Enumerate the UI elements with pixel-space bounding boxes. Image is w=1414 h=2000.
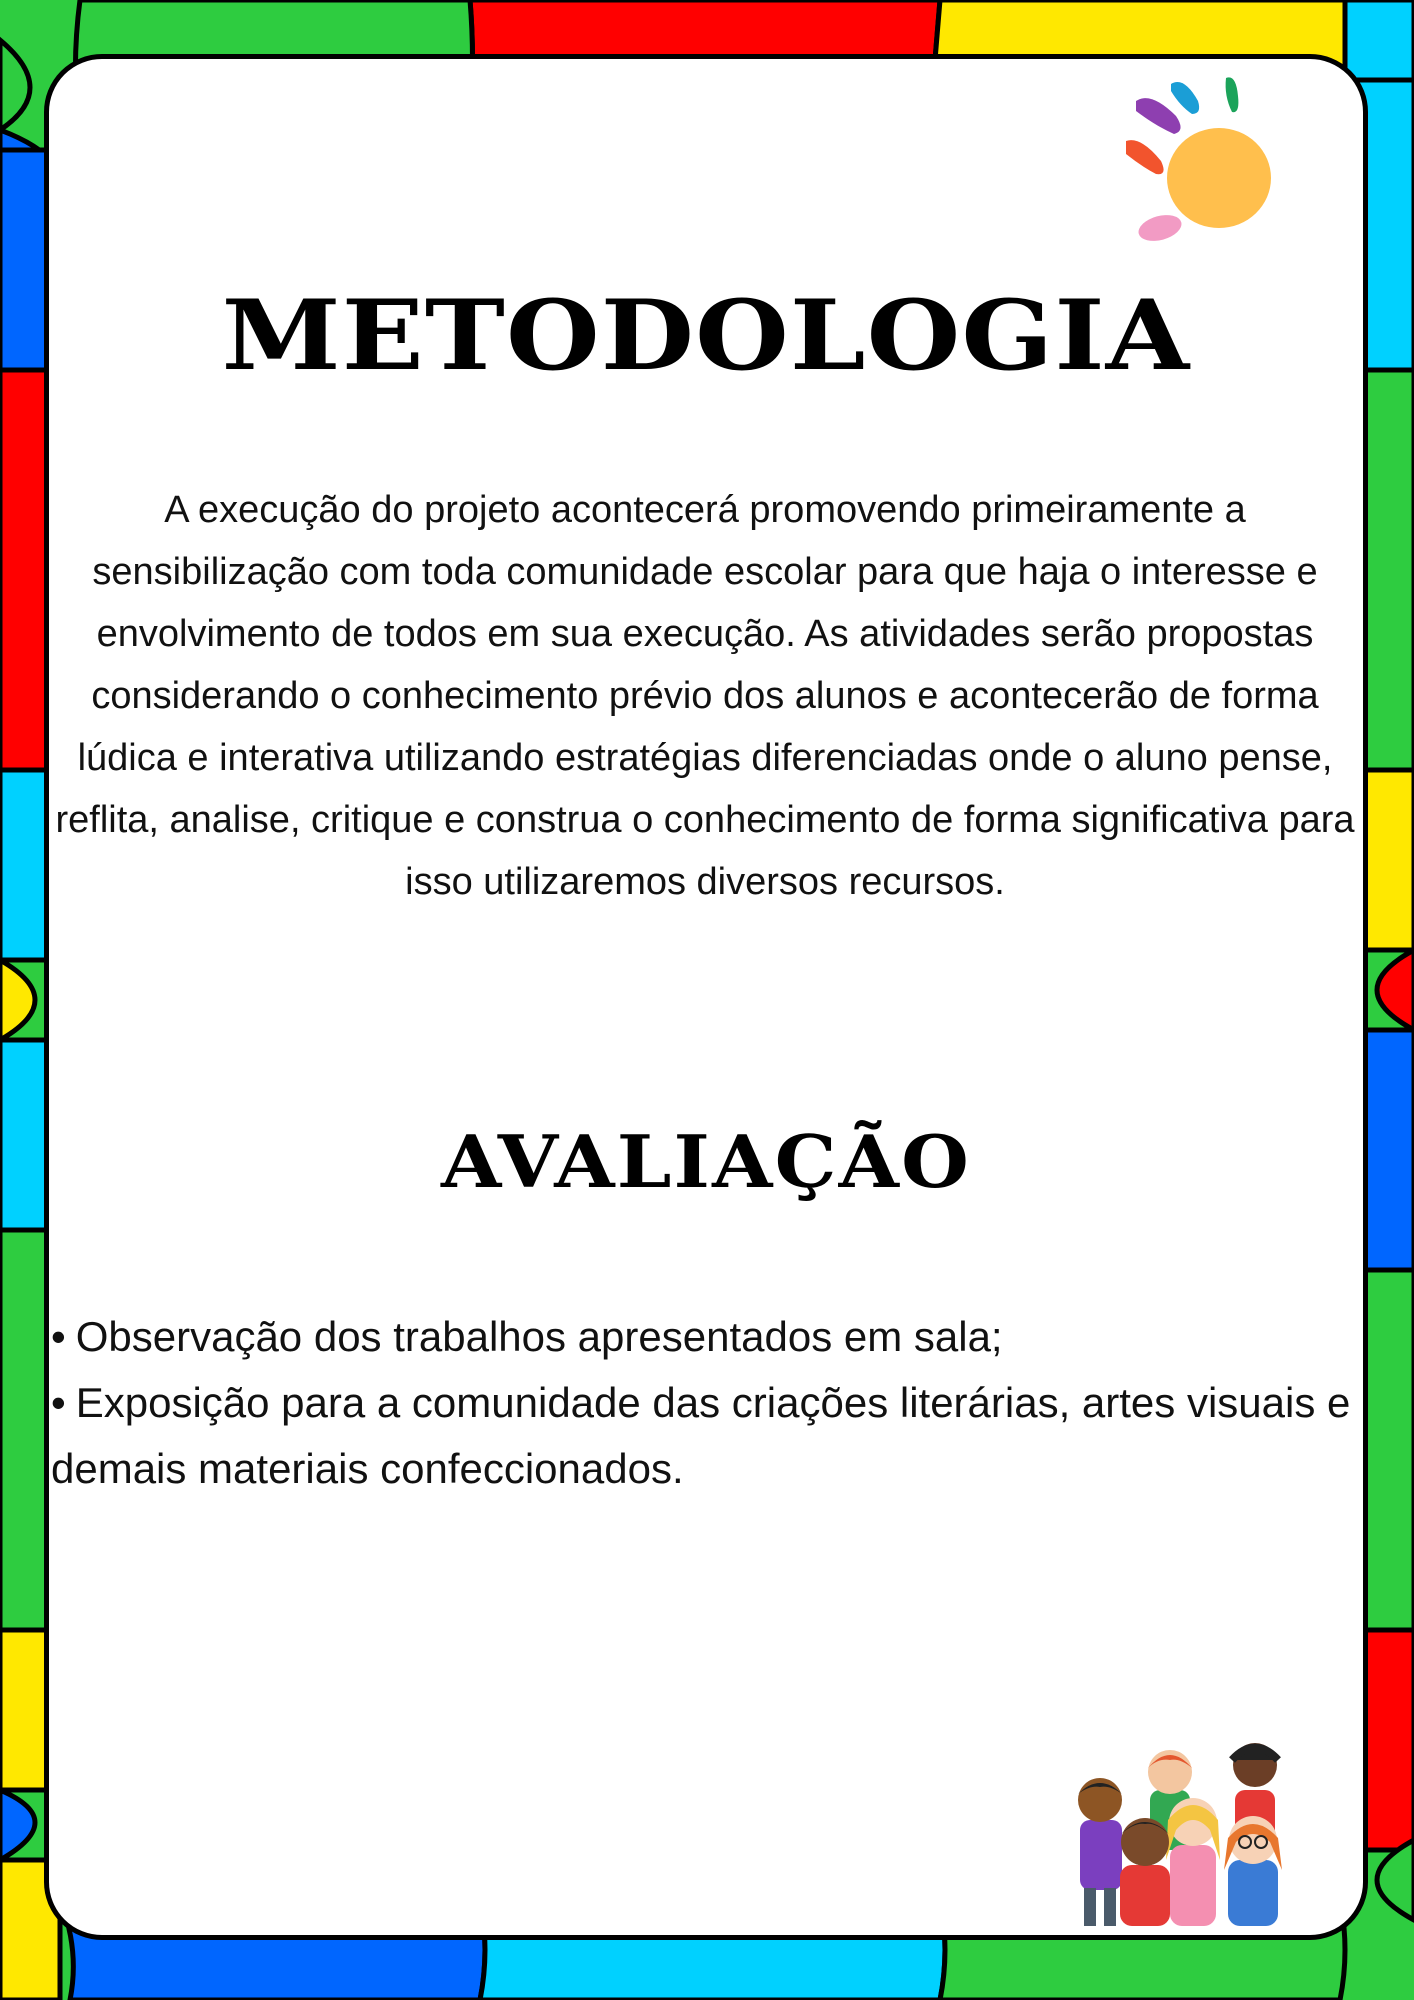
list-item-text: Observação dos trabalhos apresentados em sala; [75, 1313, 1003, 1360]
list-item [51, 1304, 1368, 1370]
avaliacao-title: AVALIAÇÃO [440, 1119, 972, 1204]
group-of-children-illustration [1060, 1730, 1310, 1926]
colorful-handprint-icon [1106, 66, 1286, 246]
metodologia-body: A execução do projeto acontecerá promovendo primeiramente a sensibilização com toda comunidade escolar para que haja o interesse e envolvimento de todos em sua execução. As atividades serão propostas considerando o conhecimento prévio dos alunos e acontecerão de forma lúdica e interativa utilizando estratégias diferenciadas onde o aluno pense, reflita, analise, critique e construa o conhecimento de forma significativa para isso utilizaremos diversos recursos. [55, 489, 1355, 903]
bullet: • [51, 1379, 66, 1426]
avaliacao-list [51, 1304, 1368, 1502]
list-item-text: Exposição para a comunidade das criações literárias, artes visuais e demais materiais confeccionados. [51, 1379, 1351, 1492]
list-item [51, 1370, 1368, 1502]
metodologia-title: METODOLOGIA [221, 279, 1191, 392]
bullet: • [51, 1313, 66, 1360]
content-card [44, 54, 1368, 1940]
